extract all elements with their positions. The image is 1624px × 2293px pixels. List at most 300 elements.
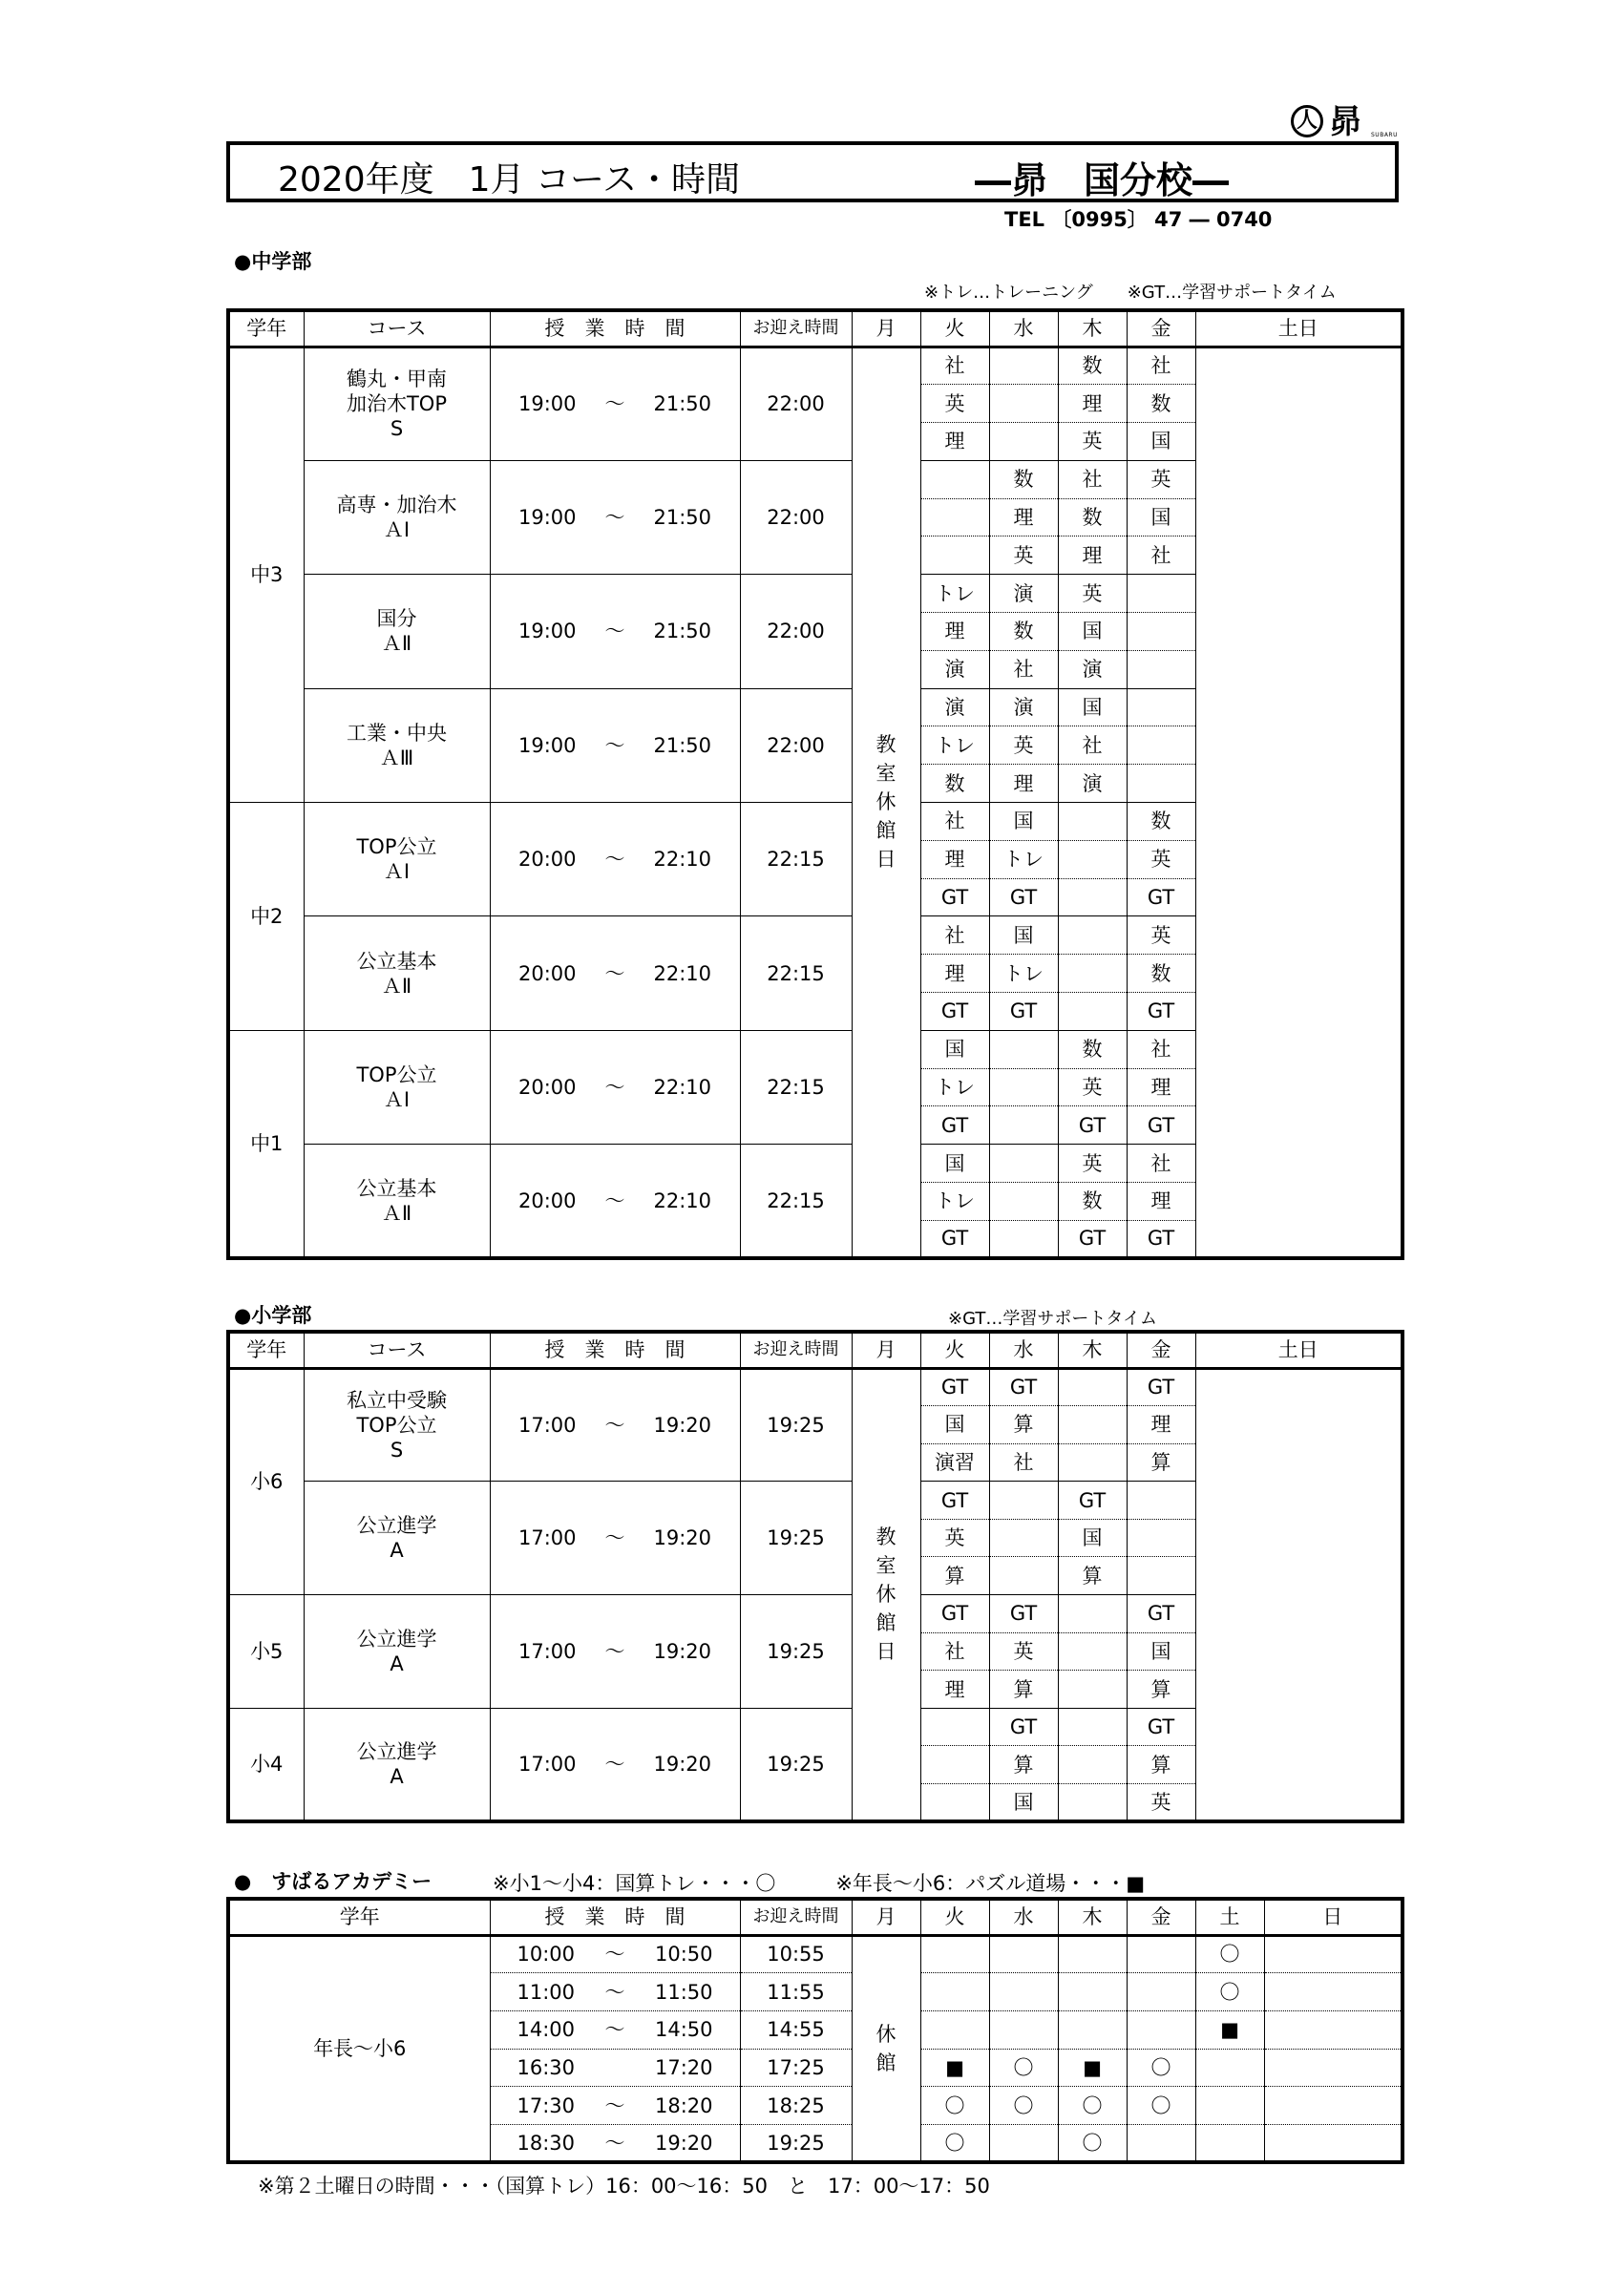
junior-schedule-table <box>226 308 1404 1260</box>
start-time: 16:30 <box>517 2055 575 2079</box>
end-time: 22:10 <box>653 848 712 872</box>
subject-cell: 国 <box>920 1145 989 1183</box>
mark-cell <box>989 1973 1058 2011</box>
subject-cell: 算 <box>1127 1671 1195 1709</box>
subject-cell <box>989 1519 1058 1557</box>
subject-cell <box>1127 1557 1195 1595</box>
course-name: 公立基本 ＡⅡ <box>304 1145 490 1258</box>
elementary-section-title: ●小学部 <box>234 1304 312 1327</box>
subject-cell: 英 <box>1058 423 1127 461</box>
pickup-time: 19:25 <box>740 1595 852 1709</box>
mark-cell <box>1195 2124 1264 2162</box>
pickup-time: 22:00 <box>740 575 852 688</box>
subject-cell <box>1058 1746 1127 1784</box>
subject-cell <box>920 1746 989 1784</box>
subject-cell: 理 <box>1058 385 1127 423</box>
mark-cell: 〇 <box>1058 2124 1127 2162</box>
subject-cell <box>920 498 989 536</box>
course-name: 公立進学 A <box>304 1482 490 1595</box>
subject-cell: 理 <box>1127 1183 1195 1221</box>
mark-cell: 〇 <box>1195 1973 1264 2011</box>
start-time: 17:30 <box>517 2093 575 2117</box>
start-time: 18:30 <box>517 2131 575 2155</box>
start-time: 20:00 <box>517 1189 577 1212</box>
column-header: お迎え時間 <box>740 1332 852 1368</box>
subject-cell: GT <box>920 993 989 1031</box>
subject-cell: 国 <box>1058 613 1127 651</box>
pickup-time: 22:15 <box>740 1030 852 1144</box>
school-name: ―昴 国分校― <box>975 159 1230 201</box>
grade-cell: 小4 <box>228 1708 304 1821</box>
column-header: 木 <box>1058 1899 1127 1935</box>
course-name: 工業・中央 ＡⅢ <box>304 688 490 802</box>
subject-cell: 理 <box>1058 536 1127 575</box>
subject-cell: 演習 <box>920 1443 989 1482</box>
subject-cell: 数 <box>1127 955 1195 993</box>
column-header: 授 業 時 間 <box>490 310 740 347</box>
end-time: 19:20 <box>653 1413 712 1437</box>
subject-cell: 英 <box>920 385 989 423</box>
subject-cell: 理 <box>920 1671 989 1709</box>
class-time <box>490 1708 740 1821</box>
mark-cell <box>989 1935 1058 1973</box>
time-tilde: ～ <box>604 392 625 416</box>
class-time <box>490 1973 740 2011</box>
page-title: 2020年度 1月 コース・時間 <box>278 160 741 200</box>
end-time: 21:50 <box>653 620 712 643</box>
column-header: 水 <box>989 310 1058 347</box>
title-box <box>226 141 1399 202</box>
subject-cell <box>1127 765 1195 803</box>
subject-cell: トレ <box>920 726 989 765</box>
end-time: 17:20 <box>655 2055 713 2079</box>
subject-cell <box>1127 688 1195 726</box>
subject-cell: 国 <box>989 1784 1058 1822</box>
mark-cell: 〇 <box>920 2124 989 2162</box>
subject-cell: GT <box>1127 1220 1195 1258</box>
subject-cell <box>1127 1519 1195 1557</box>
subject-cell: 英 <box>920 1519 989 1557</box>
time-tilde: ～ <box>604 733 625 757</box>
mark-cell <box>1264 1973 1403 2011</box>
start-time: 19:00 <box>517 733 577 757</box>
subject-cell: トレ <box>920 1183 989 1221</box>
subject-cell: GT <box>920 1368 989 1406</box>
start-time: 17:00 <box>517 1526 577 1550</box>
subject-cell: GT <box>989 878 1058 916</box>
grade-cell: 年長～小6 <box>228 1935 490 2162</box>
monday-closed <box>852 1368 920 1821</box>
weekend-cell <box>1195 347 1403 1258</box>
subject-cell <box>1058 1708 1127 1746</box>
subject-cell: 国 <box>1058 688 1127 726</box>
start-time: 20:00 <box>517 848 577 872</box>
column-header: お迎え時間 <box>740 310 852 347</box>
subject-cell: 社 <box>920 347 989 385</box>
mark-cell: 〇 <box>1058 2087 1127 2125</box>
pickup-time: 22:00 <box>740 688 852 802</box>
logo-mark: 人 <box>1291 105 1323 137</box>
mark-cell <box>1058 1973 1127 2011</box>
end-time: 22:10 <box>653 1076 712 1100</box>
subject-cell: 英 <box>1127 460 1195 498</box>
time-tilde: ～ <box>604 1076 625 1100</box>
subject-cell: GT <box>920 1106 989 1145</box>
time-tilde: ～ <box>604 506 625 530</box>
end-time: 18:20 <box>655 2093 713 2117</box>
pickup-time: 19:25 <box>740 1708 852 1821</box>
class-time <box>490 2087 740 2125</box>
mark-cell <box>1264 1935 1403 1973</box>
header-row <box>228 310 1403 347</box>
mark-cell: 〇 <box>1127 2087 1195 2125</box>
school-logo <box>1291 103 1405 145</box>
end-time: 19:20 <box>655 2131 713 2155</box>
subject-cell: 算 <box>1127 1443 1195 1482</box>
subject-cell: 数 <box>989 613 1058 651</box>
course-name: 鶴丸・甲南 加治木TOP S <box>304 347 490 460</box>
weekend-cell <box>1195 1368 1403 1821</box>
start-time: 10:00 <box>517 1943 575 1967</box>
table-row <box>228 1368 1403 1406</box>
subject-cell: GT <box>920 878 989 916</box>
subject-cell: 英 <box>1127 1784 1195 1822</box>
junior-section-title: ●中学部 <box>234 250 312 273</box>
mark-cell <box>1127 1973 1195 2011</box>
academy-section-title: ● すばるアカデミー <box>234 1870 432 1893</box>
mark-cell: 〇 <box>989 2049 1058 2087</box>
subject-cell: 国 <box>989 803 1058 841</box>
class-time <box>490 916 740 1030</box>
subject-cell: 算 <box>920 1557 989 1595</box>
end-time: 10:50 <box>655 1943 713 1967</box>
subject-cell: 社 <box>1127 1030 1195 1068</box>
mark-cell <box>1195 2049 1264 2087</box>
column-header: 火 <box>920 1899 989 1935</box>
subject-cell: GT <box>1127 1595 1195 1633</box>
pickup-time: 22:15 <box>740 803 852 916</box>
subject-cell: GT <box>1058 1220 1127 1258</box>
time-tilde: ～ <box>604 1639 625 1663</box>
pickup-time: 18:25 <box>740 2087 852 2125</box>
subject-cell: GT <box>1127 1708 1195 1746</box>
subject-cell: 国 <box>989 916 1058 955</box>
subject-cell: 理 <box>920 840 989 878</box>
academy-note: ※小1～小4：国算トレ・・・〇 ※年長～小6：パズル道場・・・■ <box>493 1872 1146 1895</box>
subject-cell: 演 <box>1058 650 1127 688</box>
subject-cell: 国 <box>1127 423 1195 461</box>
grade-cell: 中3 <box>228 347 304 803</box>
subject-cell: 社 <box>989 650 1058 688</box>
subject-cell: 数 <box>920 765 989 803</box>
subject-cell: 理 <box>920 423 989 461</box>
subject-cell: GT <box>920 1482 989 1520</box>
pickup-time: 22:00 <box>740 460 852 574</box>
column-header: 日 <box>1264 1899 1403 1935</box>
subject-cell <box>1127 650 1195 688</box>
subject-cell <box>1058 1368 1127 1406</box>
telephone-number: TEL 〔0995〕 47 ― 0740 <box>1004 208 1273 231</box>
time-tilde: ～ <box>604 1943 625 1967</box>
grade-cell: 中1 <box>228 1030 304 1258</box>
subject-cell <box>1058 1595 1127 1633</box>
class-time <box>490 803 740 916</box>
mark-cell <box>920 1973 989 2011</box>
end-time: 19:20 <box>653 1752 712 1776</box>
subject-cell: 理 <box>1127 1406 1195 1444</box>
class-time <box>490 1935 740 1973</box>
subject-cell: 社 <box>1058 726 1127 765</box>
footnote: ※第２土曜日の時間・・・（国算トレ）16：00～16：50 と 17：00～17：50 <box>258 2175 990 2198</box>
mark-cell: 〇 <box>1195 1935 1264 1973</box>
time-tilde: ～ <box>604 2131 625 2155</box>
mark-cell: 〇 <box>1127 2049 1195 2087</box>
header-row <box>228 1332 1403 1368</box>
start-time: 14:00 <box>517 2018 575 2042</box>
subject-cell <box>989 385 1058 423</box>
mark-cell <box>920 1935 989 1973</box>
subject-cell <box>1127 1482 1195 1520</box>
mark-cell: ■ <box>920 2049 989 2087</box>
subject-cell: GT <box>989 1368 1058 1406</box>
subject-cell: 英 <box>989 726 1058 765</box>
subject-cell: 数 <box>1058 347 1127 385</box>
column-header: 金 <box>1127 310 1195 347</box>
subject-cell <box>920 1708 989 1746</box>
subject-cell: GT <box>989 993 1058 1031</box>
subject-cell <box>989 1145 1058 1183</box>
course-name: TOP公立 ＡⅠ <box>304 1030 490 1144</box>
subject-cell <box>989 1030 1058 1068</box>
subject-cell: 英 <box>1127 916 1195 955</box>
course-name: 私立中受験 TOP公立 S <box>304 1368 490 1482</box>
column-header: 学年 <box>228 1899 490 1935</box>
mark-cell <box>1195 2087 1264 2125</box>
end-time: 19:20 <box>653 1526 712 1550</box>
mark-cell <box>1264 2087 1403 2125</box>
class-time <box>490 1368 740 1482</box>
elementary-schedule-table <box>226 1330 1404 1823</box>
column-header: 火 <box>920 1332 989 1368</box>
subject-cell: 社 <box>1058 460 1127 498</box>
pickup-time: 19:25 <box>740 2124 852 2162</box>
grade-cell: 中2 <box>228 803 304 1031</box>
subject-cell <box>989 1068 1058 1106</box>
mark-cell: 〇 <box>989 2087 1058 2125</box>
subject-cell: GT <box>920 1220 989 1258</box>
subject-cell: 国 <box>1127 498 1195 536</box>
grade-cell: 小5 <box>228 1595 304 1709</box>
subject-cell: GT <box>1127 993 1195 1031</box>
subject-cell <box>989 1220 1058 1258</box>
start-time: 17:00 <box>517 1413 577 1437</box>
subject-cell <box>1058 1406 1127 1444</box>
subject-cell <box>989 1482 1058 1520</box>
time-tilde: ～ <box>604 1189 625 1212</box>
start-time: 19:00 <box>517 506 577 530</box>
subject-cell: トレ <box>989 840 1058 878</box>
column-header: 金 <box>1127 1332 1195 1368</box>
grade-cell: 小6 <box>228 1368 304 1595</box>
subject-cell <box>1058 878 1127 916</box>
mark-cell <box>1127 1935 1195 1973</box>
subject-cell <box>989 1557 1058 1595</box>
subject-cell: 英 <box>1058 575 1127 613</box>
course-name: TOP公立 ＡⅠ <box>304 803 490 916</box>
column-header: 学年 <box>228 310 304 347</box>
course-name: 公立基本 ＡⅡ <box>304 916 490 1030</box>
junior-note: ※トレ…トレーニング ※GT…学習サポートタイム <box>924 283 1337 303</box>
pickup-time: 11:55 <box>740 1973 852 2011</box>
subject-cell: 数 <box>1058 498 1127 536</box>
start-time: 20:00 <box>517 961 577 985</box>
end-time: 22:10 <box>653 1189 712 1212</box>
start-time: 19:00 <box>517 620 577 643</box>
class-time <box>490 2049 740 2087</box>
time-tilde: ～ <box>604 1980 625 2004</box>
elementary-note: ※GT…学習サポートタイム <box>948 1309 1158 1329</box>
start-time: 11:00 <box>517 1980 575 2004</box>
subject-cell <box>1127 613 1195 651</box>
subject-cell: 数 <box>1127 803 1195 841</box>
subject-cell: 算 <box>989 1406 1058 1444</box>
pickup-time: 19:25 <box>740 1368 852 1482</box>
closed-day-text: 教室休館日 <box>875 733 896 872</box>
subject-cell: 社 <box>920 1632 989 1671</box>
mark-cell <box>1127 2124 1195 2162</box>
subject-cell: 国 <box>920 1406 989 1444</box>
subject-cell: 社 <box>989 1443 1058 1482</box>
column-header: 木 <box>1058 310 1127 347</box>
subject-cell: 演 <box>920 688 989 726</box>
subject-cell: 英 <box>1058 1145 1127 1183</box>
time-tilde: ～ <box>604 1413 625 1437</box>
subject-cell <box>1058 955 1127 993</box>
subject-cell: 数 <box>1058 1030 1127 1068</box>
class-time <box>490 575 740 688</box>
subject-cell: GT <box>920 1595 989 1633</box>
time-tilde: ～ <box>604 2018 625 2042</box>
mark-cell <box>1127 2010 1195 2049</box>
pickup-time: 22:00 <box>740 347 852 460</box>
mark-cell: 〇 <box>920 2087 989 2125</box>
class-time <box>490 1482 740 1595</box>
column-header: 水 <box>989 1899 1058 1935</box>
subject-cell: 演 <box>1058 765 1127 803</box>
course-name: 高専・加治木 ＡⅠ <box>304 460 490 574</box>
subject-cell: トレ <box>920 575 989 613</box>
subject-cell: 社 <box>920 916 989 955</box>
subject-cell <box>1058 1443 1127 1482</box>
start-time: 17:00 <box>517 1752 577 1776</box>
pickup-time: 10:55 <box>740 1935 852 1973</box>
pickup-time: 19:25 <box>740 1482 852 1595</box>
column-header: 授 業 時 間 <box>490 1332 740 1368</box>
column-header: 木 <box>1058 1332 1127 1368</box>
subject-cell <box>989 423 1058 461</box>
subject-cell: 社 <box>920 803 989 841</box>
subject-cell: 社 <box>1127 1145 1195 1183</box>
subject-cell <box>1058 916 1127 955</box>
course-name: 公立進学 A <box>304 1708 490 1821</box>
column-header: コース <box>304 310 490 347</box>
column-header: 水 <box>989 1332 1058 1368</box>
end-time: 22:10 <box>653 961 712 985</box>
column-header: 月 <box>852 310 920 347</box>
subject-cell: GT <box>1058 1106 1127 1145</box>
time-tilde: ～ <box>604 1526 625 1550</box>
subject-cell: 算 <box>989 1746 1058 1784</box>
mark-cell <box>1264 2049 1403 2087</box>
subject-cell <box>1058 1671 1127 1709</box>
mark-cell <box>1058 2010 1127 2049</box>
pickup-time: 22:15 <box>740 916 852 1030</box>
subject-cell: GT <box>989 1595 1058 1633</box>
subject-cell: 英 <box>989 1632 1058 1671</box>
class-time <box>490 460 740 574</box>
subject-cell <box>920 536 989 575</box>
column-header: 月 <box>852 1899 920 1935</box>
subject-cell: 理 <box>989 498 1058 536</box>
subject-cell: 数 <box>1058 1183 1127 1221</box>
mark-cell: ■ <box>1195 2010 1264 2049</box>
subject-cell: GT <box>1127 1106 1195 1145</box>
subject-cell: 数 <box>989 460 1058 498</box>
end-time: 21:50 <box>653 392 712 416</box>
subject-cell <box>920 460 989 498</box>
subject-cell <box>989 347 1058 385</box>
monday-closed <box>852 1935 920 2162</box>
subject-cell: 演 <box>989 688 1058 726</box>
subject-cell <box>1058 1784 1127 1822</box>
subject-cell: GT <box>1127 878 1195 916</box>
subject-cell: 算 <box>1127 1746 1195 1784</box>
column-header: 月 <box>852 1332 920 1368</box>
time-tilde: ～ <box>604 620 625 643</box>
time-tilde: ～ <box>604 848 625 872</box>
mark-cell <box>1264 2124 1403 2162</box>
course-name: 国分 ＡⅡ <box>304 575 490 688</box>
subject-cell: 理 <box>989 765 1058 803</box>
start-time: 17:00 <box>517 1639 577 1663</box>
subject-cell <box>989 1106 1058 1145</box>
column-header: 学年 <box>228 1332 304 1368</box>
column-header: 火 <box>920 310 989 347</box>
subject-cell <box>920 1784 989 1822</box>
start-time: 19:00 <box>517 392 577 416</box>
logo-subtext: SUBARU <box>1371 132 1398 138</box>
header-row <box>228 1899 1403 1935</box>
pickup-time: 22:15 <box>740 1145 852 1258</box>
mark-cell <box>1264 2010 1403 2049</box>
subject-cell: トレ <box>920 1068 989 1106</box>
end-time: 21:50 <box>653 506 712 530</box>
column-header: 土日 <box>1195 310 1403 347</box>
subject-cell <box>1058 1632 1127 1671</box>
class-time <box>490 2124 740 2162</box>
end-time: 21:50 <box>653 733 712 757</box>
subject-cell: 理 <box>920 955 989 993</box>
mark-cell <box>1058 1935 1127 1973</box>
mark-cell <box>920 2010 989 2049</box>
table-row <box>228 1935 1403 1973</box>
subject-cell: 国 <box>920 1030 989 1068</box>
subject-cell: 社 <box>1127 536 1195 575</box>
subject-cell <box>1127 726 1195 765</box>
subject-cell: 国 <box>1127 1632 1195 1671</box>
pickup-time: 14:55 <box>740 2010 852 2049</box>
course-name: 公立進学 A <box>304 1595 490 1709</box>
